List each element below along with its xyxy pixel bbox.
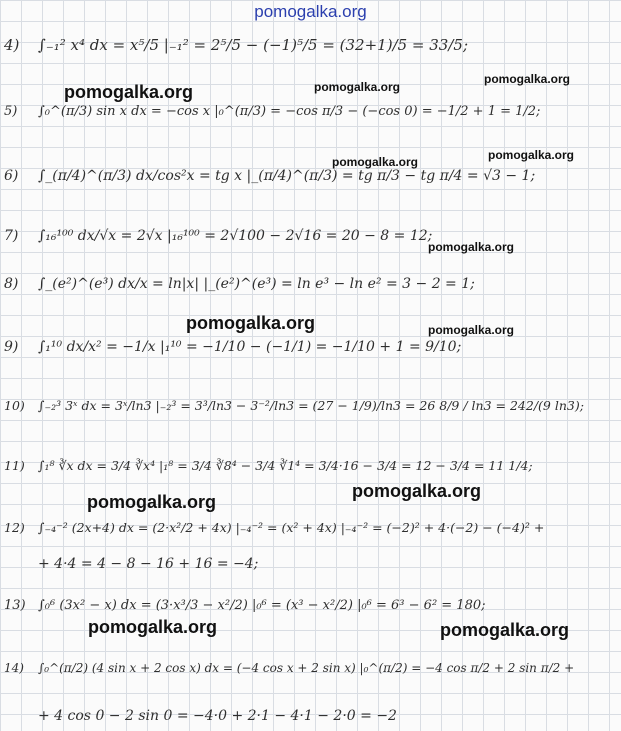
watermark: pomogalka.org bbox=[440, 620, 570, 640]
solution-line-6 bbox=[4, 168, 535, 184]
solution-text: ∫₀^(π/3) sin x dx = −cos x |₀^(π/3) = −cos π/3 − (−cos 0) = −1/2 + 1 = 1/2; bbox=[38, 104, 541, 119]
watermark: pomogalka.org bbox=[87, 492, 217, 512]
solution-line-12 bbox=[4, 520, 544, 535]
solution-line-12-continued bbox=[4, 556, 258, 572]
solution-text: ∫₀⁶ (3x² − x) dx = (3·x³/3 − x²/2) |₀⁶ = (x³ − x²/2) |₀⁶ = 6³ − 6² = 180; bbox=[38, 598, 486, 613]
solution-line-14-continued bbox=[4, 708, 397, 724]
problem-number: 14) bbox=[4, 661, 24, 675]
solution-line-8 bbox=[4, 276, 475, 292]
problem-number: 8) bbox=[4, 276, 19, 292]
watermark: pomogalka.org bbox=[488, 148, 575, 162]
solution-line-9 bbox=[4, 339, 461, 355]
solution-text: ∫_(π/4)^(π/3) dx/cos²x = tg x |_(π/4)^(π/3) = tg π/3 − tg π/4 = √3 − 1; bbox=[38, 168, 536, 184]
solution-line-5 bbox=[4, 104, 540, 119]
solution-text: + 4 cos 0 − 2 sin 0 = −4·0 + 2·1 − 4·1 − 2·0 = −2 bbox=[38, 708, 397, 724]
solution-text: ∫₋₄⁻² (2x+4) dx = (2·x²/2 + 4x) |₋₄⁻² = (x² + 4x) |₋₄⁻² = (−2)² + 4·(−2) − (−4)² + bbox=[38, 520, 545, 535]
watermark: pomogalka.org bbox=[428, 323, 515, 337]
problem-number: 5) bbox=[4, 104, 18, 119]
watermark: pomogalka.org bbox=[314, 80, 401, 94]
watermark: pomogalka.org bbox=[428, 240, 515, 254]
watermark: pomogalka.org bbox=[484, 72, 571, 86]
solution-text: ∫₋₂³ 3ˣ dx = 3ˣ/ln3 |₋₂³ = 3³/ln3 − 3⁻²/ln3 = (27 − 1/9)/ln3 = 26 8/9 / ln3 = 242/(9 ln3); bbox=[38, 398, 584, 413]
problem-number: 13) bbox=[4, 598, 26, 613]
problem-number: 9) bbox=[4, 339, 19, 355]
solution-line-13 bbox=[4, 598, 486, 613]
solution-text: ∫₁⁸ ∛x dx = 3/4 ∛x⁴ |₁⁸ = 3/4 ∛8⁴ − 3/4 ∛1⁴ = 3/4·16 − 3/4 = 12 − 3/4 = 11 1/4; bbox=[38, 458, 533, 473]
solution-line-7 bbox=[4, 228, 432, 244]
watermark: pomogalka.org bbox=[332, 155, 419, 169]
problem-number: 7) bbox=[4, 228, 19, 244]
solution-line-10 bbox=[4, 398, 584, 413]
solution-text: ∫₋₁² x⁴ dx = x⁵/5 |₋₁² = 2⁵/5 − (−1)⁵/5 = (32+1)/5 = 33/5; bbox=[38, 36, 469, 54]
solution-text: ∫₁₆¹⁰⁰ dx/√x = 2√x |₁₆¹⁰⁰ = 2√100 − 2√16 = 20 − 8 = 12; bbox=[38, 228, 433, 244]
problem-number: 12) bbox=[4, 520, 25, 535]
site-header[interactable]: pomogalka.org bbox=[254, 2, 367, 21]
problem-number: 4) bbox=[4, 36, 20, 54]
watermark: pomogalka.org bbox=[88, 617, 218, 637]
watermark: pomogalka.org bbox=[64, 82, 194, 102]
solution-line-14 bbox=[4, 661, 574, 675]
watermark: pomogalka.org bbox=[186, 313, 316, 333]
watermark: pomogalka.org bbox=[352, 481, 482, 501]
problem-number: 10) bbox=[4, 398, 25, 413]
solution-line-4 bbox=[4, 36, 468, 54]
solution-text: + 4·4 = 4 − 8 − 16 + 16 = −4; bbox=[38, 556, 259, 572]
problem-number: 11) bbox=[4, 458, 25, 473]
solution-text: ∫₁¹⁰ dx/x² = −1/x |₁¹⁰ = −1/10 − (−1/1) = −1/10 + 1 = 9/10; bbox=[38, 339, 462, 355]
problem-number: 6) bbox=[4, 168, 19, 184]
solution-text: ∫_(e²)^(e³) dx/x = ln|x| |_(e²)^(e³) = ln e³ − ln e² = 3 − 2 = 1; bbox=[38, 276, 475, 292]
solution-text: ∫₀^(π/2) (4 sin x + 2 cos x) dx = (−4 cos x + 2 sin x) |₀^(π/2) = −4 cos π/2 + 2 sin π/2 + bbox=[38, 661, 575, 675]
solution-line-11 bbox=[4, 458, 533, 473]
